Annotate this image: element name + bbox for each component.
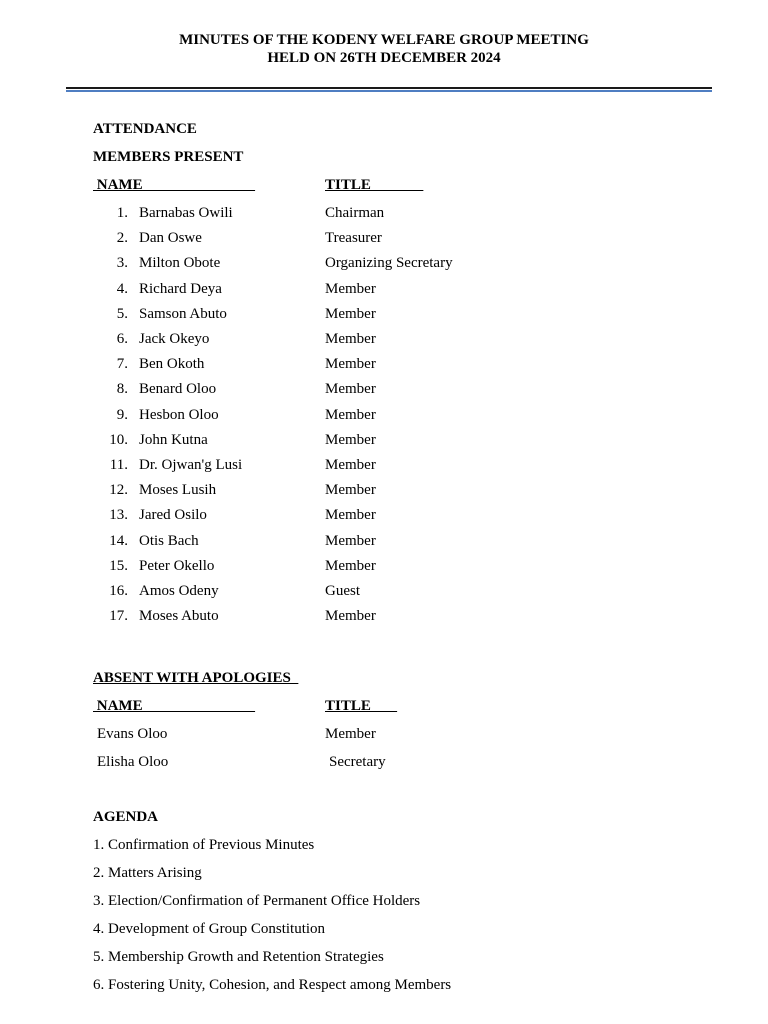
member-name: Benard Oloo <box>139 381 217 397</box>
member-title: Member <box>325 306 376 322</box>
member-title: Member <box>325 331 376 347</box>
member-title: Guest <box>325 583 360 599</box>
member-number: 15. <box>109 558 128 574</box>
member-title: Member <box>325 432 376 448</box>
member-number: 10. <box>109 432 128 448</box>
agenda-item: 4. Development of Group Constitution <box>93 921 326 937</box>
member-number: 4. <box>116 281 128 297</box>
member-title: Member <box>325 457 376 473</box>
member-number: 2. <box>116 230 128 246</box>
member-number: 9. <box>116 407 128 423</box>
member-number: 3. <box>116 255 128 271</box>
members-present-heading: MEMBERS PRESENT <box>93 149 244 165</box>
member-title: Member <box>325 507 376 523</box>
member-title: Chairman <box>325 205 385 221</box>
member-title: Member <box>325 558 376 574</box>
member-name: Moses Abuto <box>139 608 219 624</box>
member-number: 5. <box>116 306 128 322</box>
agenda-item: 3. Election/Confirmation of Permanent Office Holders <box>93 893 421 909</box>
absent-member-title: Member <box>325 726 376 742</box>
document-title-line-2: HELD ON 26TH DECEMBER 2024 <box>267 50 501 66</box>
member-title: Member <box>325 533 376 549</box>
document-title-line-1: MINUTES OF THE KODENY WELFARE GROUP MEETING <box>179 32 589 48</box>
member-title: Member <box>325 356 376 372</box>
member-name: Moses Lusih <box>139 482 217 498</box>
member-number: 8. <box>116 381 128 397</box>
member-title: Organizing Secretary <box>325 255 453 271</box>
present-title-column-header: TITLE <box>325 177 424 193</box>
member-title: Member <box>325 482 376 498</box>
present-name-column-header: NAME <box>93 177 256 193</box>
member-name: Samson Abuto <box>139 306 227 322</box>
agenda-item: 5. Membership Growth and Retention Strategies <box>93 949 384 965</box>
agenda-item: 6. Fostering Unity, Cohesion, and Respect among Members <box>93 977 452 993</box>
member-name: Peter Okello <box>139 558 215 574</box>
agenda-item: 2. Matters Arising <box>93 865 202 881</box>
member-name: Milton Obote <box>139 255 221 271</box>
member-title: Treasurer <box>325 230 382 246</box>
member-name: Jack Okeyo <box>139 331 210 347</box>
member-name: Otis Bach <box>139 533 199 549</box>
member-name: Ben Okoth <box>139 356 205 372</box>
member-name: Dan Oswe <box>139 230 202 246</box>
member-number: 16. <box>109 583 128 599</box>
member-number: 17. <box>109 608 128 624</box>
member-number: 11. <box>109 457 128 473</box>
member-name: Hesbon Oloo <box>139 407 219 423</box>
member-title: Member <box>325 281 376 297</box>
member-name: Richard Deya <box>139 281 222 297</box>
member-number: 1. <box>116 205 128 221</box>
member-title: Member <box>325 381 376 397</box>
agenda-heading: AGENDA <box>93 809 159 825</box>
member-name: Jared Osilo <box>139 507 207 523</box>
member-title: Member <box>325 407 376 423</box>
member-name: Dr. Ojwan'g Lusi <box>139 457 243 473</box>
absent-heading: ABSENT WITH APOLOGIES <box>93 670 299 686</box>
member-name: Barnabas Owili <box>139 205 233 221</box>
agenda-item: 1. Confirmation of Previous Minutes <box>93 837 315 853</box>
member-number: 6. <box>116 331 128 347</box>
member-name: Amos Odeny <box>139 583 219 599</box>
member-number: 12. <box>109 482 128 498</box>
absent-name-column-header: NAME <box>93 698 256 714</box>
member-title: Member <box>325 608 376 624</box>
absent-member-name: Elisha Oloo <box>97 754 169 770</box>
member-number: 14. <box>109 533 128 549</box>
member-number: 7. <box>116 356 128 372</box>
member-number: 13. <box>109 507 128 523</box>
absent-member-title: Secretary <box>329 754 386 770</box>
attendance-heading: ATTENDANCE <box>93 121 197 137</box>
absent-title-column-header: TITLE <box>325 698 398 714</box>
absent-member-name: Evans Oloo <box>97 726 168 742</box>
member-name: John Kutna <box>139 432 208 448</box>
